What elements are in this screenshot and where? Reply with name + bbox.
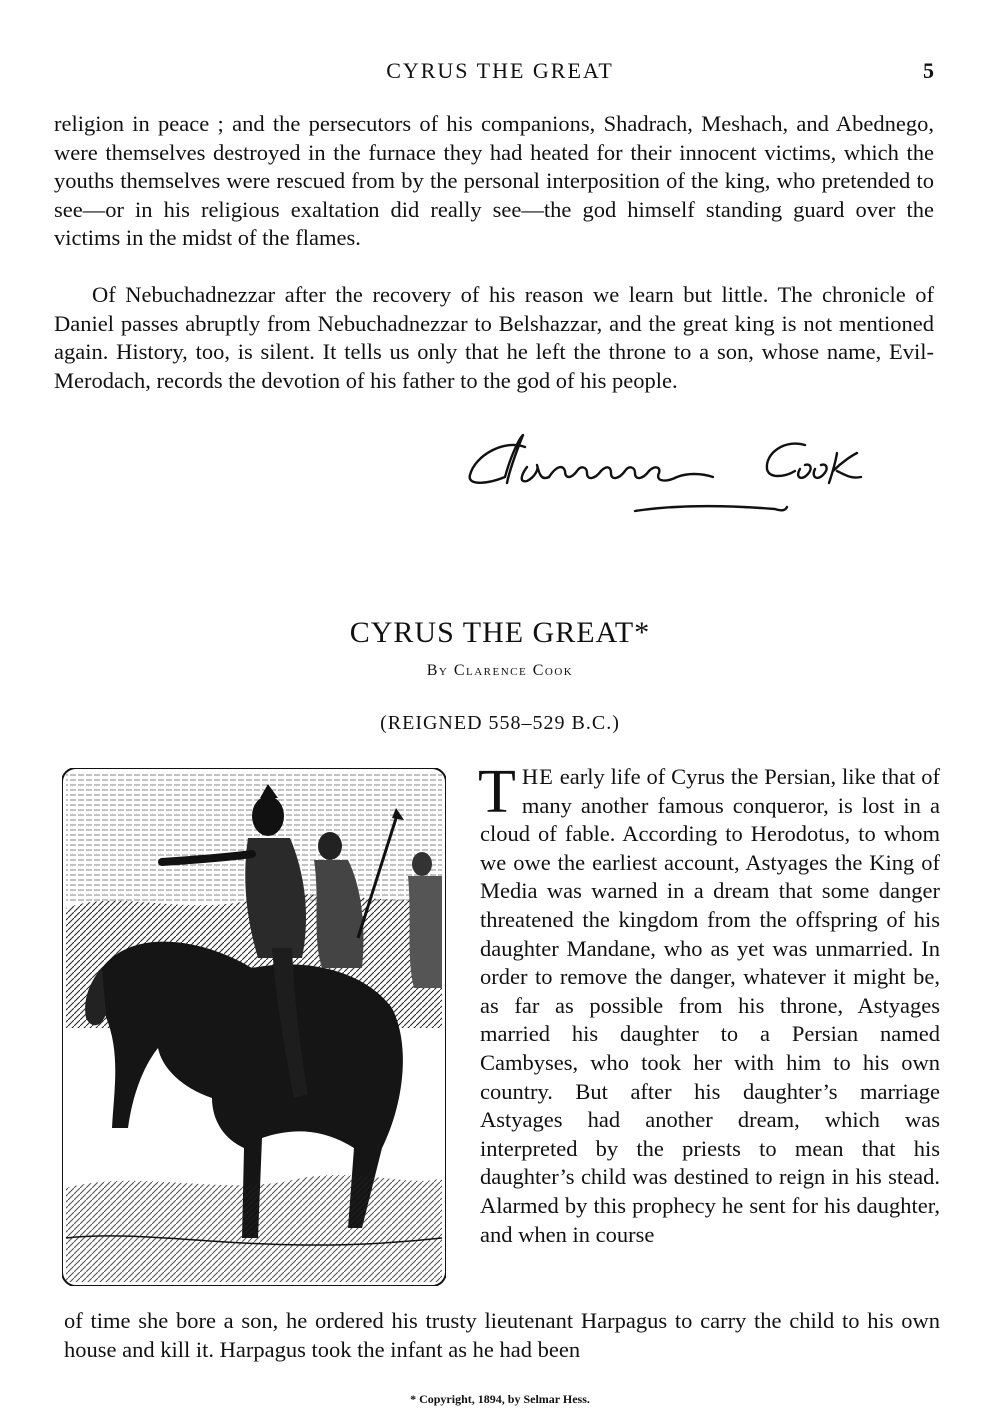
signature-clarence-cook <box>465 425 915 525</box>
article-column-text: early life of Cyrus the Persian, like that of many another famous conqueror, is lost in a cloud of fable. According to Herodotus, to whom we owe the earliest account, Astyages the King of Media was warned in a dream that some danger threatened the kingdom from the offspring of his daughter Mandane, who as yet was unmarried. In order to remove the danger, whatever it might be, as far as possible from his throne, Astyages married his daughter to a Persian named Cambyses, who took her with him to his own country. But after his daughter’s marriage Astyages had another dream, which was interpreted by the priests to mean that his daughter’s child was destined to reign in his stead. Alarmed by this prophecy he sent for his daughter, and when in course <box>480 764 940 1247</box>
illustration-cyrus-on-horseback <box>62 768 446 1286</box>
page-number: 5 <box>923 58 934 83</box>
article-first-column <box>478 758 940 1249</box>
article-continued-text: of time she bore a son, he ordered his trusty lieutenant Harpagus to carry the child to his own house and kill it. Harpagus took the infant as he had been <box>64 1308 940 1362</box>
copyright-footnote: * Copyright, 1894, by Selmar Hess. <box>410 1392 590 1406</box>
previous-article-paragraph: Of Nebuchadnezzar after the recovery of his reason we learn but little. The chronicle of Daniel passes abruptly from Nebuchadnezzar to Belshazzar, and the great king is not mentioned again. History, too, is silent. It tells us only that he left the throne to a son, whose name, Evil-Merodach, records the devotion of his father to the god of his people. <box>54 282 934 393</box>
drop-cap: T <box>478 758 516 826</box>
byline: By Clarence Cook <box>426 662 574 679</box>
running-head <box>0 58 1000 88</box>
running-title: CYRUS THE GREAT <box>386 58 614 83</box>
previous-article-paragraph: religion in peace ; and the persecutors of his companions, Shadrach, Meshach, and Abednego, were themselves destroyed in the furnace they had heated for their innocent victims, which the youths themselves were rescued from by the personal interposition of the king, who pretended to see—or in his religious exaltation did really see—the god himself standing guard over the victims in the midst of the flames. <box>54 111 934 251</box>
article-title: CYRUS THE GREAT* <box>349 616 651 649</box>
first-word-rest: HE <box>521 764 554 789</box>
reign-dates: (REIGNED 558–529 B.C.) <box>380 712 620 734</box>
